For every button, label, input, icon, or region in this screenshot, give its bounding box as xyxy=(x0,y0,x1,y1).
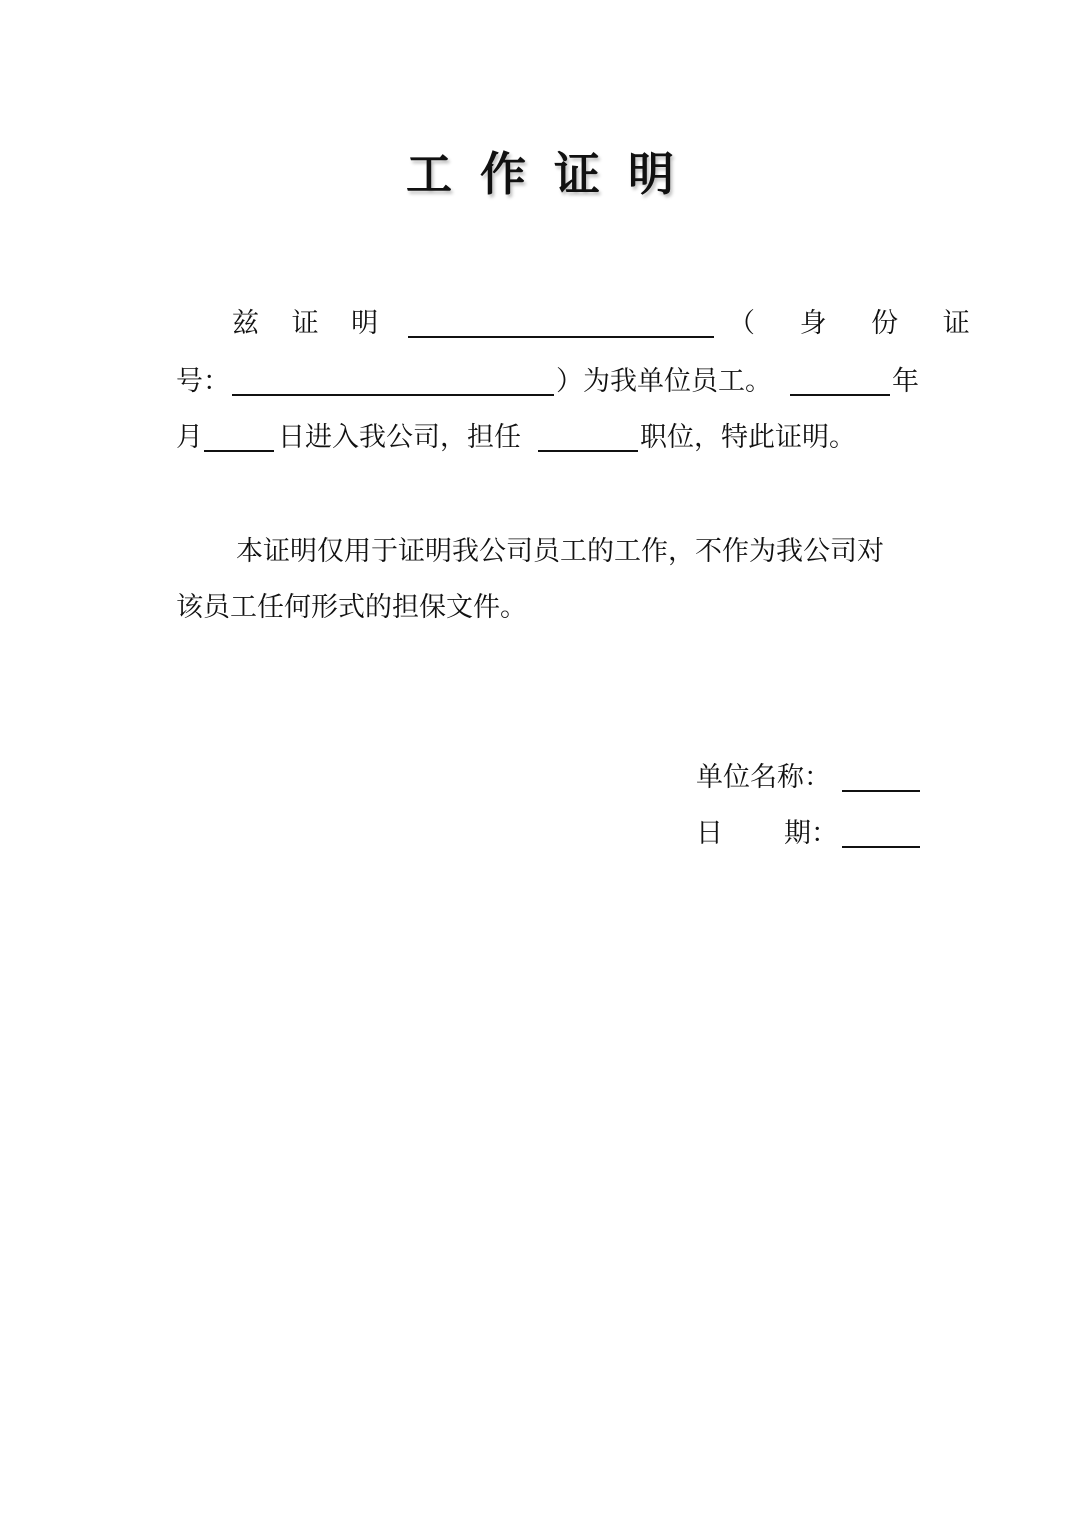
year-blank[interactable] xyxy=(790,366,890,396)
para2-line1 xyxy=(236,534,884,570)
disclaimer-line2: 该员工任何形式的担保文件。 xyxy=(176,592,527,623)
date-blank[interactable] xyxy=(842,818,920,848)
month-blank-wrap xyxy=(204,420,274,460)
id-label-text: （ 身 份 证 xyxy=(728,308,988,339)
unit-name-blank[interactable] xyxy=(842,762,920,792)
title-char: 明 xyxy=(628,147,674,201)
document-title xyxy=(0,138,1080,204)
employee-text: ）为我单位员工。 xyxy=(556,366,772,397)
para2-line2 xyxy=(176,590,527,626)
id-number-blank[interactable] xyxy=(232,366,554,396)
employee-text-wrap xyxy=(556,364,772,400)
certify-text: 兹 证 明 xyxy=(232,308,391,339)
year-label-wrap xyxy=(892,364,919,400)
year-blank-wrap xyxy=(790,364,890,404)
para1-line1-end xyxy=(728,306,988,342)
position-text-wrap xyxy=(640,420,856,456)
join-text: 日进入我公司，担任 xyxy=(278,422,521,453)
unit-name-label-wrap xyxy=(696,760,831,796)
year-label: 年 xyxy=(892,366,919,397)
id-blank-wrap xyxy=(232,364,554,404)
date-label-b-wrap xyxy=(784,816,838,852)
name-blank[interactable] xyxy=(408,308,714,338)
month-label: 月 xyxy=(176,422,203,453)
date-label-b: 期： xyxy=(784,818,838,849)
date-blank-wrap xyxy=(842,816,920,856)
position-text: 职位，特此证明。 xyxy=(640,422,856,453)
join-text-wrap xyxy=(278,420,521,456)
position-blank[interactable] xyxy=(538,422,638,452)
title-char: 证 xyxy=(554,147,600,201)
month-blank[interactable] xyxy=(204,422,274,452)
para1-line2 xyxy=(176,364,230,400)
disclaimer-line1: 本证明仅用于证明我公司员工的工作，不作为我公司对 xyxy=(236,536,884,567)
unit-name-label: 单位名称： xyxy=(696,762,831,793)
title-char: 工 xyxy=(406,147,452,201)
date-label-a-wrap xyxy=(696,816,723,852)
id-number-label: 号： xyxy=(176,366,230,397)
unit-blank-wrap xyxy=(842,760,920,800)
date-label-a: 日 xyxy=(696,818,723,849)
month-label-wrap xyxy=(176,420,203,456)
position-blank-wrap xyxy=(538,420,638,460)
para1-line1-start xyxy=(232,306,390,342)
title-char: 作 xyxy=(480,147,526,201)
name-blank-wrap xyxy=(408,306,714,346)
